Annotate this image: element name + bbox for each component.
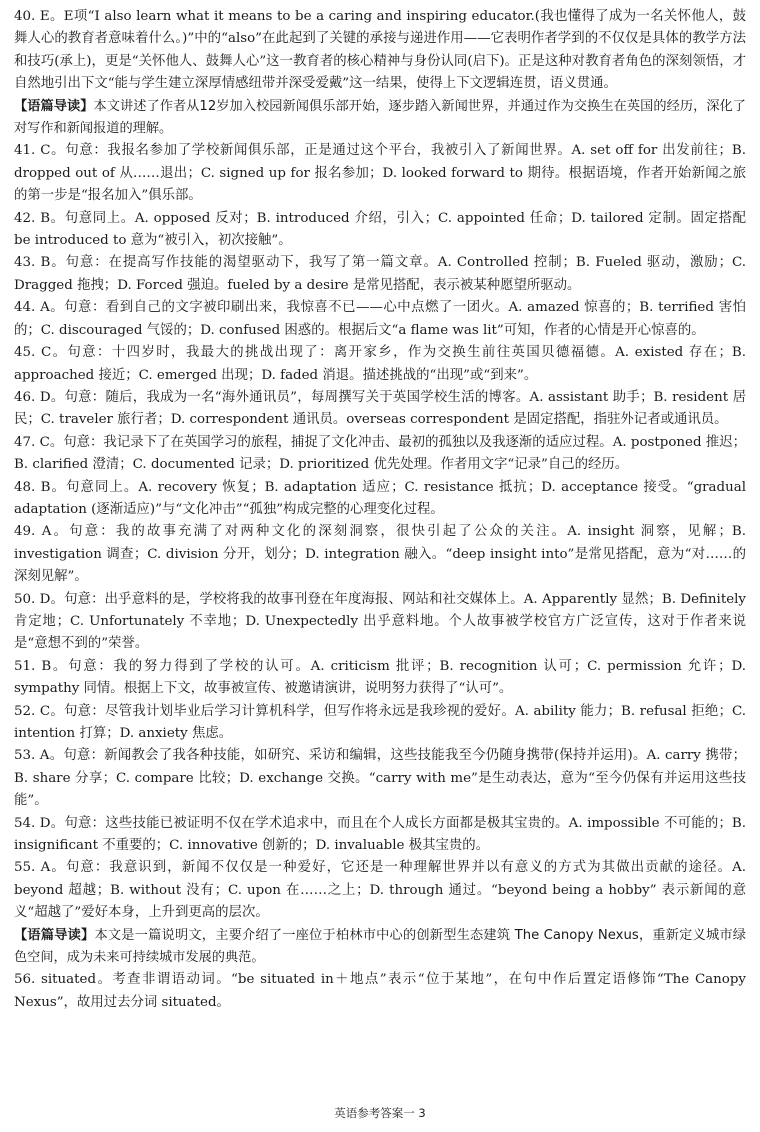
answer-48: 48. B。句意同上。A. recovery 恢复；B. adaptation 适应；C. resistance 抵抗；D. acceptance 接受。“gradual adaptation (逐渐适应)”与“文化冲击”“孤独”构成完整的心理变化过程。 — [14, 479, 746, 517]
answer-51: 51. B。句意：我的努力得到了学校的认可。A. criticism 批评；B. recognition 认可；C. permission 允许；D. sympathy 同情。根据上下文，故事被宣传、被邀请演讲，说明努力获得了“认可”。 — [14, 658, 746, 697]
answer-50: 50. D。句意：出乎意料的是，学校将我的故事刊登在年度海报、网站和社交媒体上。A. Apparently 显然；B. Definitely 肯定地；C. Unfortunately 不幸地；D. Unexpectedly 出乎意料地。个人故事被学校官方广泛宣传，这对于作者来说是“意想不到的”荣誉。 — [14, 591, 746, 652]
answer-43: 43. B。句意：在提高写作技能的渴望驱动下，我写了第一篇文章。A. Controlled 控制；B. Fueled 驱动，激励；C. Dragged 拖拽；D. Forced 强迫。fueled by a desire 是常见搭配，表示被某种愿望所驱动。 — [14, 255, 746, 293]
answer-53: 53. A。句意：新闻教会了我各种技能，如研究、采访和编辑，这些技能我至今仍随身携带(保持并运用)。A. carry 携带；B. share 分享；C. compare 比较；D. exchange 交换。“carry with me”是生动表达，意为“至今仍保有并运用这些技能”。 — [14, 748, 747, 809]
passage-guide-2 — [14, 925, 746, 970]
guide-tag: 【语篇导读】 — [14, 98, 94, 114]
guide-text: 本文讲述了作者从12岁加入校园新闻俱乐部开始，逐步踏入新闻世界，并通过作为交换生在英国的经历，深化了对写作和新闻报道的理解。 — [14, 98, 746, 137]
answer-56: 56. situated。考查非谓语动词。“be situated in＋地点”表示“位于某地”，在句中作后置定语修饰“The Canopy Nexus”，故用过去分词 situated。 — [14, 972, 746, 1010]
answer-40: 40. E。E项“I also learn what it means to be a caring and inspiring educator.(我也懂得了成为一名关怀他人，鼓舞人心的教育者意味着什么。)”中的“also”在此起到了关键的承接与递进作用——它表明作者学到的不仅仅是具体的教学方法和技巧(承上)，更是“关怀他人、鼓舞人心”这一教育者的核心精神与身份认同(启下)。正是这种对教育者角色的深刻领悟，才自然地引出下文“能与学生建立深厚情感纽带并深受爱戴”这一结果，使得上下文逻辑连贯，语义贯通。 — [14, 9, 746, 92]
answer-46: 46. D。句意：随后，我成为一名“海外通讯员”，每周撰写关于英国学校生活的博客。A. assistant 助手；B. resident 居民；C. traveler 旅行者；D. correspondent 通讯员。overseas correspondent 是固定搭配，指驻外记者或通讯员。 — [14, 389, 746, 428]
answer-55: 55. A。句意：我意识到，新闻不仅仅是一种爱好，它还是一种理解世界并以有意义的方式为其做出贡献的途径。A. beyond 超越；B. without 没有；C. upon 在……之上；D. through 通过。“beyond being a hobby” 表示新闻的意义“超越了”爱好本身，上升到更高的层次。 — [14, 860, 746, 921]
page-footer: 英语参考答案一 3 — [334, 1106, 426, 1120]
guide-tag: 【语篇导读】 — [14, 927, 95, 943]
answer-52: 52. C。句意：尽管我计划毕业后学习计算机科学，但写作将永远是我珍视的爱好。A. ability 能力；B. refusal 拒绝；C. intention 打算；D. anxiety 焦虑。 — [14, 703, 746, 741]
answer-44: 44. A。句意：看到自己的文字被印刷出来，我惊喜不已——心中点燃了一团火。A. amazed 惊喜的；B. terrified 害怕的；C. discouraged 气馁的；D. confused 困惑的。根据后文“a flame was lit”可知，作者的心情是开心惊喜的。 — [14, 300, 746, 338]
answer-41: 41. C。句意：我报名参加了学校新闻俱乐部，正是通过这个平台，我被引入了新闻世界。A. set off for 出发前往；B. dropped out of 从……退出；C. signed up for 报名参加；D. looked forward to 期待。根据语境，作者开始新闻之旅的第一步是“报名加入”俱乐部。 — [14, 143, 746, 204]
answer-45: 45. C。句意：十四岁时，我最大的挑战出现了：离开家乡，作为交换生前往英国贝德福德。A. existed 存在；B. approached 接近；C. emerged 出现；D. faded 消退。描述挑战的“出现”或“到来”。 — [14, 345, 746, 383]
answer-42: 42. B。句意同上。A. opposed 反对；B. introduced 介绍，引入；C. appointed 任命；D. tailored 定制。固定搭配 be introduced to 意为“被引入，初次接触”。 — [14, 210, 746, 249]
answer-49: 49. A。句意：我的故事充满了对两种文化的深刻洞察，很快引起了公众的关注。A. insight 洞察，见解；B. investigation 调查；C. division 分开，划分；D. integration 融入。“deep insight into”是常见搭配，意为“对……的深刻见解”。 — [14, 524, 746, 585]
answer-54: 54. D。句意：这些技能已被证明不仅在学术追求中，而且在个人成长方面都是极其宝贵的。A. impossible 不可能的；B. insignificant 不重要的；C. innovative 创新的；D. invaluable 极其宝贵的。 — [14, 815, 746, 854]
guide-text: 本文是一篇说明文，主要介绍了一座位于柏林市中心的创新型生态建筑 The Canopy Nexus，重新定义城市绿色空间，成为未来可持续城市发展的典范。 — [14, 927, 746, 966]
answer-47: 47. C。句意：我记录下了在英国学习的旅程，捕捉了文化冲击、最初的孤独以及我逐渐的适应过程。A. postponed 推迟；B. clarified 澄清；C. documented 记录；D. prioritized 优先处理。作者用文字“记录”自己的经历。 — [14, 434, 746, 473]
passage-guide-1 — [14, 96, 746, 141]
